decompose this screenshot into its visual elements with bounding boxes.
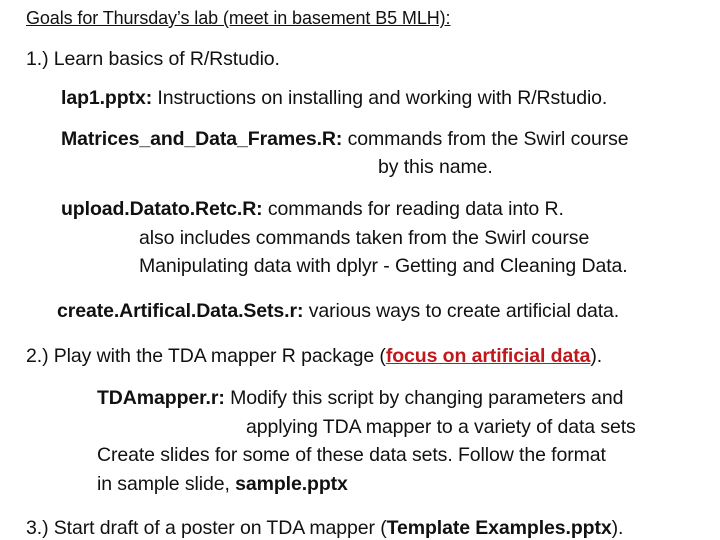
item2-file-line (97, 386, 623, 410)
item1-file3-line (61, 197, 564, 221)
item1-heading: 1.) Learn basics of R/Rstudio. (26, 48, 280, 70)
file-desc-lap1: Instructions on installing and working with R/Rstudio. (157, 87, 608, 109)
item2-line3: Create slides for some of these data sets. Follow the format (97, 444, 606, 466)
file-name-lap1: lap1.pptx: (61, 87, 153, 109)
file-desc-create-artificial: various ways to create artificial data. (308, 300, 620, 322)
file-desc-upload: commands for reading data into R. (267, 198, 564, 220)
page-title: Goals for Thursday’s lab (meet in basement B5 MLH): (26, 8, 451, 28)
focus-highlight: focus on artificial data (385, 345, 591, 367)
item1-file4-line (57, 299, 619, 323)
file-name-tdamapper: TDAmapper.r: (97, 387, 225, 409)
file-name-matrices: Matrices_and_Data_Frames.R: (61, 128, 343, 150)
item2-heading-suffix: ). (590, 345, 603, 367)
item3-heading-prefix: 3.) Start draft of a poster on TDA mapper ( (26, 517, 387, 539)
item2-heading (26, 344, 602, 368)
item1-file1-line (61, 86, 607, 110)
file-name-template: Template Examples.pptx (386, 517, 612, 539)
file-desc-upload-line3: Manipulating data with dplyr - Getting and Cleaning Data. (139, 255, 628, 277)
file-desc-upload-line2: also includes commands taken from the Swirl course (139, 227, 590, 249)
item3-heading-suffix: ). (611, 517, 624, 539)
file-name-create-artificial: create.Artifical.Data.Sets.r: (57, 300, 304, 322)
file-name-sample: sample.pptx (235, 473, 348, 495)
file-desc-matrices: commands from the Swirl course (347, 128, 629, 150)
item2-heading-prefix: 2.) Play with the TDA mapper R package ( (26, 345, 386, 367)
item1-file2-line (61, 127, 629, 151)
file-desc-matrices-cont: by this name. (378, 156, 493, 178)
file-desc-tdamapper: Modify this script by changing parameters and (230, 387, 624, 409)
item2-line4-prefix: in sample slide, (97, 473, 230, 495)
item3-heading (26, 516, 623, 540)
item2-line4 (97, 472, 348, 496)
file-desc-tdamapper-cont: applying TDA mapper to a variety of data sets (246, 416, 636, 438)
file-name-upload: upload.Datato.Retc.R: (61, 198, 263, 220)
